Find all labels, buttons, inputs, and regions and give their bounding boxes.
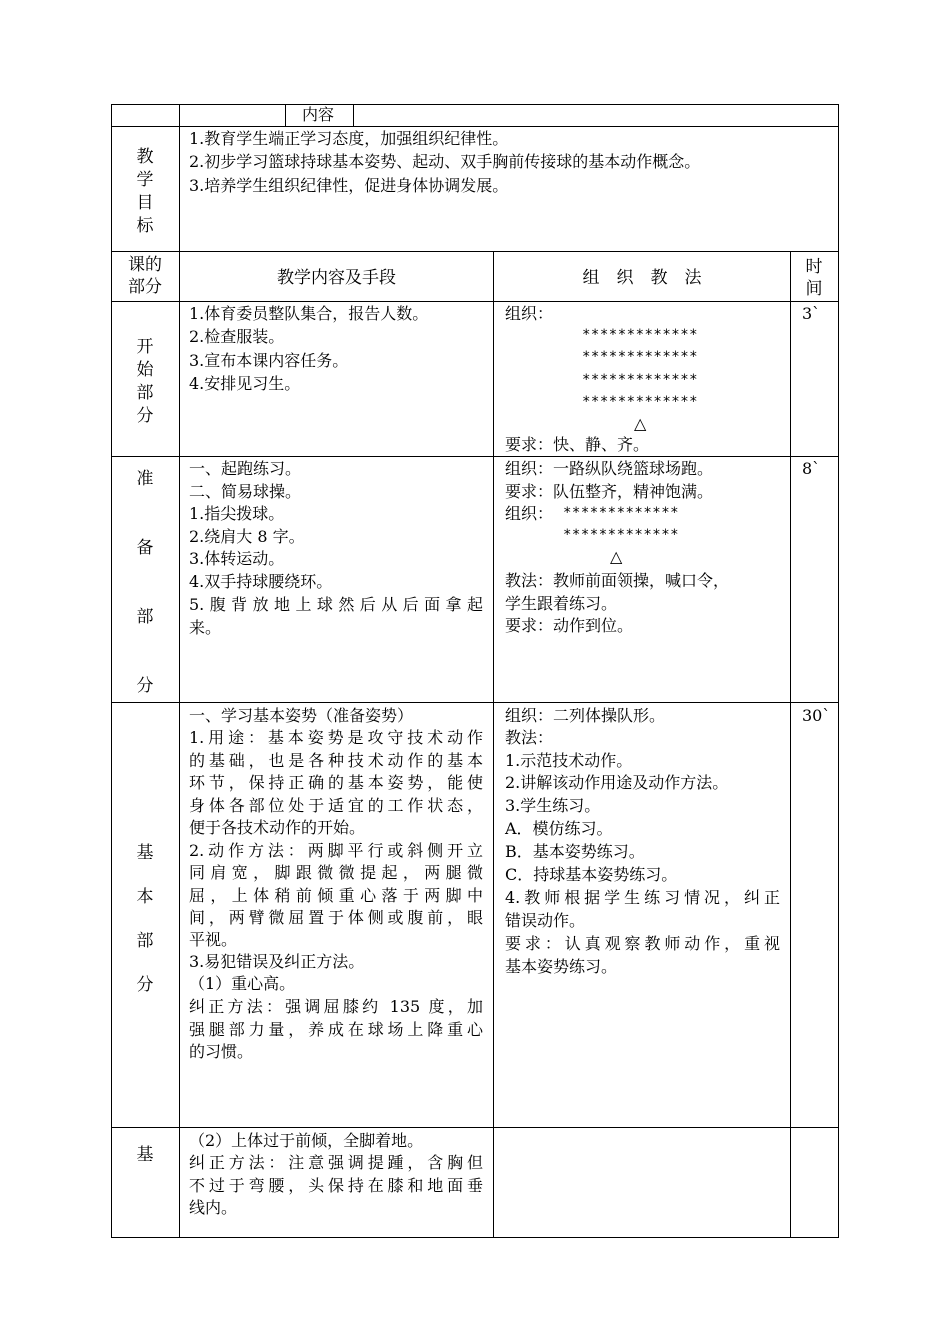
basic-label-char: 部: [136, 931, 154, 951]
prep-content-line: 3.体转运动。: [189, 549, 285, 568]
content-label: 内容: [302, 105, 335, 124]
prep-content-line: 1.指尖拨球。: [189, 504, 285, 523]
prep-org-label: 组织：: [505, 504, 554, 523]
table-border-right: [838, 104, 839, 1238]
start-label-char: 部: [136, 383, 154, 403]
row-divider: [111, 251, 838, 252]
basic-method-line: 错误动作。: [505, 911, 586, 930]
basic-method-line: C．持球基本姿势练习。: [505, 865, 678, 884]
prep-label-char: 分: [136, 676, 154, 696]
objective-line: 2.初步学习篮球持球基本姿势、起动、双手胸前传接球的基本动作概念。: [189, 152, 701, 171]
prep-label-char: 部: [136, 607, 154, 627]
prep-formation-row: *************: [563, 527, 680, 543]
basic-part-label: [111, 842, 179, 997]
row-divider: [111, 126, 838, 127]
basic2-content-line: 不过于弯腰，头保持在膝和地面垂: [189, 1176, 483, 1195]
basic-time: 30`: [802, 706, 831, 725]
basic-method-line: 组织：二列体操队形。: [505, 706, 666, 725]
prep-method-line: 学生跟着练习。: [505, 594, 618, 613]
start-content-line: 4.安排见习生。: [189, 374, 301, 393]
basic-method-line: 4.教师根据学生练习情况，纠正: [505, 888, 780, 907]
prep-formation-row: *************: [563, 505, 680, 521]
header-col-divider: [285, 104, 286, 126]
basic-method-line: 1.示范技术动作。: [505, 751, 633, 770]
basic2-content-line: 线内。: [189, 1198, 238, 1217]
time-column-header: [790, 256, 838, 300]
objective-line: 3.培养学生组织纪律性，促进身体协调发展。: [189, 176, 509, 195]
prep-label-char: 备: [136, 538, 154, 558]
basic-content-line: 间，两臂微屈置于体侧或腹前，眼: [189, 908, 483, 927]
basic-method-line: 教法：: [505, 728, 554, 747]
basic-continued-label: 基: [136, 1145, 154, 1165]
objective-line: 1.教育学生端正学习态度，加强组织纪律性。: [189, 129, 509, 148]
start-label-char: 分: [136, 406, 154, 426]
basic-content-line: 同肩宽，脚跟微微提起，两腿微: [189, 863, 483, 882]
prep-method-line: 要求：队伍整齐，精神饱满。: [505, 482, 714, 501]
row-divider: [111, 456, 838, 457]
content-col-divider: [493, 251, 494, 1238]
prep-content-line: 2.绕肩大 8 字。: [189, 527, 305, 546]
prep-content-line: 4.双手持球腰绕环。: [189, 572, 333, 591]
start-part-label: [111, 336, 179, 428]
row-divider: [111, 702, 838, 703]
start-time: 3`: [802, 304, 821, 323]
basic-content-line: 的基础，也是各种技术动作的基本: [189, 751, 483, 770]
basic-content-line: 3.易犯错误及纠正方法。: [189, 952, 365, 971]
basic-label-char: 分: [136, 975, 154, 995]
basic-content-line: 便于各技术动作的开始。: [189, 818, 366, 837]
table-border-top: [111, 104, 838, 105]
prep-content-line: 来。: [189, 618, 222, 637]
basic-content-line: 纠正方法：强调屈膝约 135 度，加: [189, 997, 483, 1016]
basic2-content-line: （2）上体过于前倾，全脚着地。: [189, 1131, 424, 1150]
basic-method-line: 2.讲解该动作用途及动作方法。: [505, 773, 729, 792]
part-col-divider: [179, 251, 180, 1238]
prep-part-label: [111, 468, 179, 698]
start-formation-row: *************: [582, 327, 699, 343]
row-divider: [111, 301, 838, 302]
start-formation-row: *************: [582, 394, 699, 410]
basic-content-line: 的习惯。: [189, 1042, 254, 1061]
objectives-label-char: 教: [136, 147, 154, 167]
basic-content-line: 2.动作方法：两脚平行或斜侧开立: [189, 841, 483, 860]
prep-time: 8`: [802, 459, 821, 478]
part-header-line: 课的: [128, 255, 162, 275]
objectives-label-char: 学: [136, 170, 154, 190]
prep-content-line: 一、起跑练习。: [189, 459, 302, 478]
objectives-label-char: 标: [136, 216, 154, 236]
basic-content-line: 平视。: [189, 930, 238, 949]
start-label-char: 开: [136, 337, 154, 357]
start-requirement: 要求：快、静、齐。: [505, 435, 650, 454]
objectives-label-char: 目: [136, 193, 154, 213]
table-border-bottom: [111, 1237, 838, 1238]
basic-content-line: （1）重心高。: [189, 974, 296, 993]
basic-content-line: 身体各部位处于适宜的工作状态，: [189, 796, 483, 815]
basic-method-line: 3.学生练习。: [505, 796, 601, 815]
basic-method-line: A．模仿练习。: [505, 819, 613, 838]
content-column-header: 教学内容及手段: [277, 268, 396, 288]
prep-method-line: 要求：动作到位。: [505, 616, 634, 635]
basic-content-line: 一、学习基本姿势（准备姿势）: [189, 706, 414, 725]
part-column-header: [111, 254, 179, 298]
basic-label-char: 基: [136, 843, 154, 863]
basic-method-line: B．基本姿势练习。: [505, 842, 645, 861]
part-header-line: 部分: [128, 277, 162, 297]
start-content-line: 1.体育委员整队集合，报告人数。: [189, 304, 429, 323]
basic-content-line: 环节，保持正确的基本姿势，能使: [189, 773, 483, 792]
objective-col-divider: [179, 126, 180, 251]
start-label-char: 始: [136, 360, 154, 380]
objectives-label: [111, 146, 179, 238]
teacher-triangle-icon: △: [610, 547, 623, 566]
basic-content-line: 1.用途：基本姿势是攻守技术动作: [189, 728, 483, 747]
prep-content-line: 5.腹背放地上球然后从后面拿起: [189, 595, 483, 614]
time-header-line: 时: [805, 257, 823, 277]
basic2-content-line: 纠正方法：注意强调提踵，含胸但: [189, 1153, 483, 1172]
method-col-divider: [790, 251, 791, 1238]
basic-method-line: 基本姿势练习。: [505, 957, 618, 976]
row-divider: [111, 1127, 838, 1128]
start-formation-row: *************: [582, 349, 699, 365]
prep-content-line: 二、简易球操。: [189, 482, 302, 501]
prep-method-line: 教法：教师前面领操，喊口令，: [505, 571, 730, 590]
start-org-label: 组织：: [505, 304, 554, 323]
header-col-divider: [179, 104, 180, 126]
basic-content-line: 屈，上体稍前倾重心落于两脚中: [189, 886, 483, 905]
teacher-triangle-icon: △: [634, 414, 647, 433]
prep-method-line: 组织：一路纵队绕篮球场跑。: [505, 459, 714, 478]
time-header-line: 间: [805, 279, 823, 299]
method-column-header: 组 织 教 法: [582, 268, 702, 288]
start-content-line: 2.检查服装。: [189, 327, 285, 346]
basic-content-line: 强腿部力量，养成在球场上降重心: [189, 1020, 483, 1039]
header-col-divider: [353, 104, 354, 126]
prep-label-char: 准: [136, 469, 154, 489]
basic-label-char: 本: [136, 887, 154, 907]
start-formation-row: *************: [582, 372, 699, 388]
basic-method-line: 要求：认真观察教师动作，重视: [505, 934, 780, 953]
start-content-line: 3.宣布本课内容任务。: [189, 351, 349, 370]
